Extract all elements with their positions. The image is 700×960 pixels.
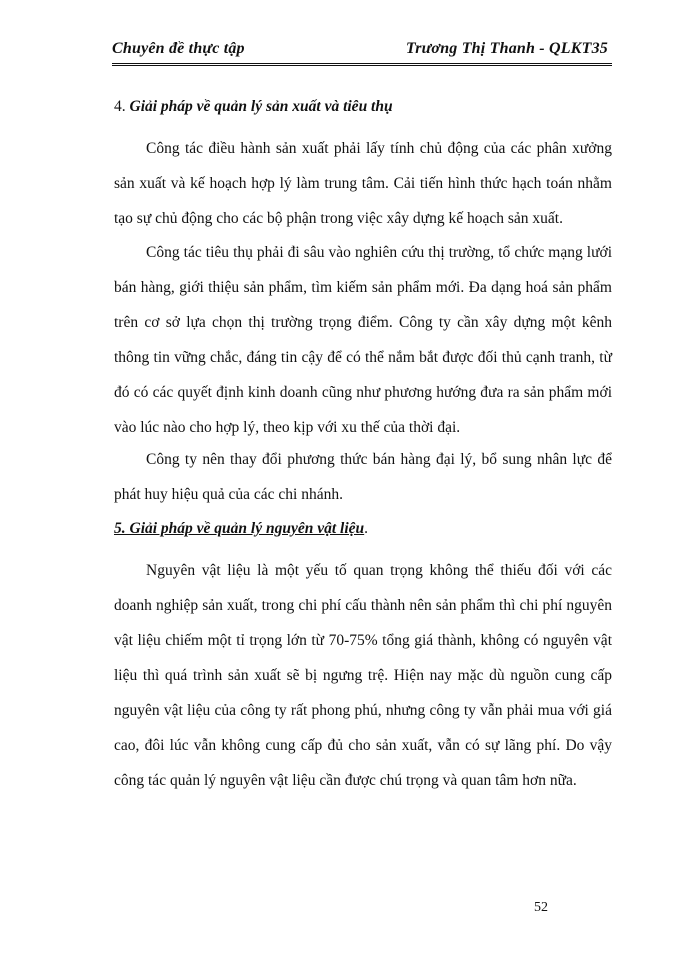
section-4-paragraph-3: Công ty nên thay đổi phương thức bán hàng đại lý, bổ sung nhân lực để phát huy hiệu quả của các chi nhánh.: [114, 451, 612, 503]
section-4-paragraph-2: Công tác tiêu thụ phải đi sâu vào nghiên cứu thị trường, tổ chức mạng lưới bán hàng, giới thiệu sản phẩm, tìm kiếm sản phẩm mới. Đa dạng hoá sản phẩm trên cơ sở lựa chọn thị trường trọng điểm. Công ty cần xây dựng một kênh thông tin vững chắc, đáng tin cậy để có thể nắm bắt được đối thủ cạnh tranh, từ đó có các quyết định kinh doanh cũng như phương hướng đưa ra sản phẩm mới vào lúc nào cho hợp lý, theo kịp với xu thế của thời đại.: [114, 244, 612, 436]
header-author: Trương Thị Thanh - QLKT35: [405, 40, 608, 57]
section-4-number: 4.: [114, 98, 126, 115]
section-4-paragraph-1: Công tác điều hành sản xuất phải lấy tính chủ động của các phân xưởng sản xuất và kế hoạch hợp lý làm trung tâm. Cải tiến hình thức hạch toán nhằm tạo sự chủ động cho các bộ phận trong việc xây dựng kế hoạch sản xuất.: [114, 140, 612, 227]
header-document-type: Chuyên đề thực tập: [112, 40, 245, 57]
section-5-paragraph-1: Nguyên vật liệu là một yếu tố quan trọng không thể thiếu đối với các doanh nghiệp sản xuất, trong chi phí cấu thành nên sản phẩm thì chi phí nguyên vật liệu chiếm một tỉ trọng lớn từ 70-75% tổng giá thành, không có nguyên vật liệu thì quá trình sản xuất sẽ bị ngưng trệ. Hiện nay mặc dù nguồn cung cấp nguyên vật liệu của công ty rất phong phú, nhưng công ty vẫn phải mua với giá cao, đôi lúc vẫn không cung cấp đủ cho sản xuất, vẫn có sự lãng phí. Do vậy công tác quản lý nguyên vật liệu cần được chú trọng và quan tâm hơn nữa.: [114, 562, 612, 789]
header-divider: [112, 63, 612, 66]
section-5-title-period: .: [364, 520, 369, 537]
section-4-heading: [114, 98, 393, 116]
page-header: [112, 40, 612, 64]
page-number: 52: [534, 900, 548, 915]
section-5-heading: [114, 520, 368, 538]
section-4-title: Giải pháp về quản lý sản xuất và tiêu thụ: [129, 98, 393, 115]
section-5-title: 5. Giải pháp về quản lý nguyên vật liệu: [114, 520, 365, 537]
